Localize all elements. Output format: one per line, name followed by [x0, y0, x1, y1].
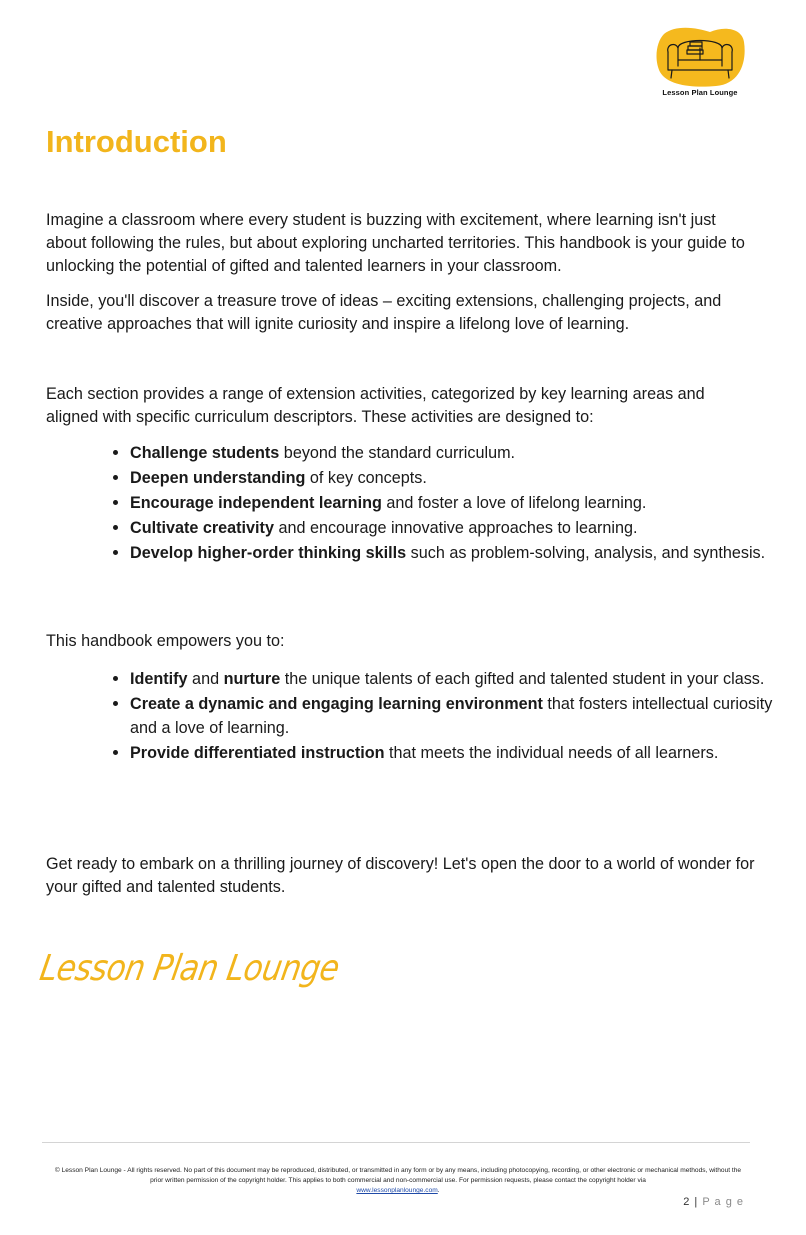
- list-item-bold: Identify: [130, 670, 188, 688]
- signature: Lesson Plan Lounge: [36, 948, 343, 990]
- list-item-text: the unique talents of each gifted and talented student in your class.: [280, 670, 765, 688]
- page-separator: |: [690, 1196, 703, 1208]
- paragraph-text: Each section provides a range of extension activities, categorized by key learning areas and aligned with specific curriculum descriptors. These activities are designed to:: [46, 385, 705, 426]
- empowers-list: [84, 667, 796, 766]
- logo-wordmark: Lesson Plan Lounge: [662, 88, 738, 97]
- website-link[interactable]: www.lessonplanlounge.com: [356, 1187, 438, 1194]
- list-item-text: beyond the standard curriculum.: [279, 444, 516, 462]
- paragraph-3: [46, 383, 758, 429]
- list-item-bold: Encourage independent learning: [130, 494, 382, 513]
- list-item-bold: Cultivate creativity: [130, 519, 274, 538]
- footer-divider: [42, 1142, 750, 1143]
- page-label: P a g e: [702, 1196, 744, 1208]
- list-item: [130, 541, 796, 566]
- list-item-text: such as problem-solving, analysis, and synthesis.: [406, 544, 766, 563]
- brand-logo: [650, 24, 750, 102]
- page-number-value: 2: [683, 1196, 691, 1208]
- list-item: [130, 466, 796, 491]
- list-item: [130, 692, 796, 740]
- paragraph-text: This handbook empowers you to:: [46, 632, 285, 650]
- paragraph-text: Get ready to embark on a thrilling journey of discovery! Let's open the door to a world of wonder for your gifted and talented students.: [46, 855, 755, 896]
- page-title: Introduction: [46, 124, 227, 159]
- activities-list: [84, 441, 796, 566]
- list-item: [130, 741, 796, 766]
- copyright-text: © Lesson Plan Lounge - All rights reserved. No part of this document may be reproduced, distributed, or transmitted in any form or by any means, including photocopying, recording, or other electronic or mechanical methods, without the prior written permission of the copyright holder. This applies to both commercial and non-commercial use. For permission requests, please contact the copyright holder via: [54, 1167, 742, 1184]
- list-item-bold: Deepen understanding: [130, 469, 306, 488]
- list-item-text: that fosters intellectual curiosity and a love of learning.: [130, 695, 773, 737]
- paragraph-4: [46, 630, 758, 653]
- list-item: [130, 491, 796, 516]
- list-item: [130, 441, 796, 466]
- sofa-logo-icon: [654, 26, 746, 88]
- footer-copyright: [50, 1166, 746, 1196]
- link-suffix: .: [437, 1187, 440, 1194]
- list-item: [130, 516, 796, 541]
- paragraph-1: [46, 209, 758, 278]
- list-item-bold: Challenge students: [130, 444, 280, 462]
- list-item-text: that meets the individual needs of all learners.: [384, 743, 719, 762]
- list-item: [130, 667, 796, 692]
- list-item-text: and foster a love of lifelong learning.: [381, 494, 647, 513]
- list-item-bold: Provide differentiated instruction: [130, 743, 385, 762]
- list-item-bold: Develop higher-order thinking skills: [130, 544, 407, 563]
- list-item-bold: Create a dynamic and engaging learning environment: [130, 695, 543, 714]
- closing-paragraph: [46, 853, 758, 899]
- paragraph-text: Imagine a classroom where every student is buzzing with excitement, where learning isn't just about following the rules, but about exploring uncharted territories. This handbook is your guide to unlocking the potential of gifted and talented learners in your classroom.: [46, 211, 745, 275]
- paragraph-text: Inside, you'll discover a treasure trove of ideas – exciting extensions, challenging projects, and creative approaches that will ignite curiosity and inspire a lifelong love of learning.: [46, 292, 722, 333]
- list-item-text: of key concepts.: [305, 469, 427, 488]
- list-item-bold: nurture: [223, 670, 281, 688]
- list-item-text: and encourage innovative approaches to learning.: [273, 519, 638, 538]
- page-number: [683, 1196, 744, 1208]
- paragraph-2: [46, 290, 758, 336]
- list-item-text: and: [187, 670, 224, 688]
